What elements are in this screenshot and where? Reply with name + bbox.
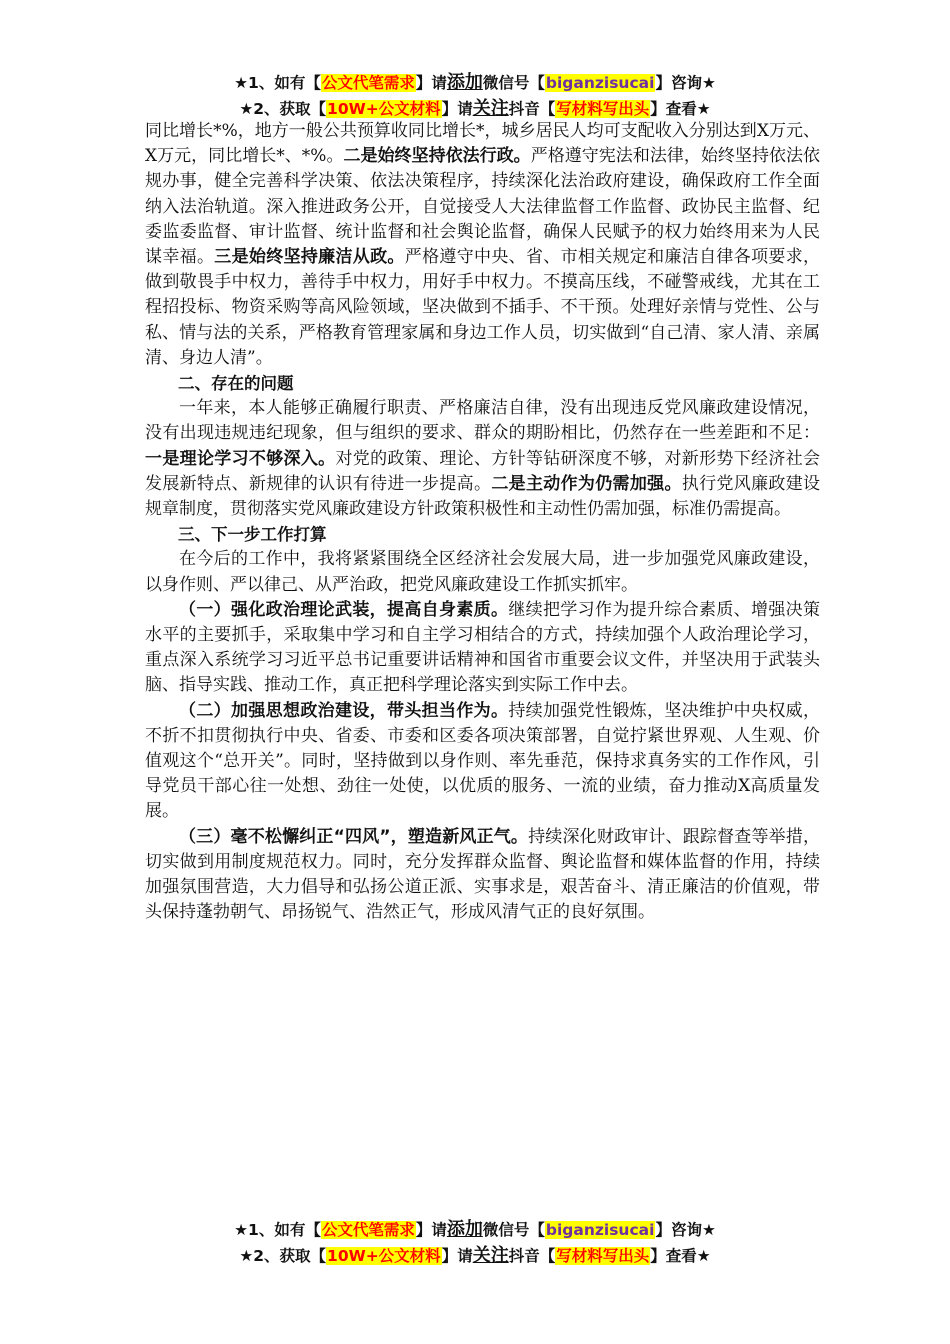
bold-lead: 一是理论学习不够深入。 xyxy=(145,448,336,469)
banner-highlight: 10W+公文材料 xyxy=(327,100,441,118)
document-body xyxy=(145,119,820,926)
banner-text: 抖音【 xyxy=(508,100,556,118)
banner-line-1 xyxy=(0,1217,950,1243)
banner-text: ★2、获取【 xyxy=(239,1247,327,1265)
banner-text: 】咨询★ xyxy=(655,74,716,92)
banner-text: 微信号【 xyxy=(482,74,545,92)
wechat-id: biganzisucai xyxy=(545,74,655,92)
banner-highlight: 10W+公文材料 xyxy=(327,1247,441,1265)
text-run: 持续加强党性锻炼，坚决维护中央权威，不折不扣贯彻执行中央、省委、市委和区委各项决策部署，自觉拧紧世界观、人生观、价值观这个“总开关”。同时，坚持做到以身作则、率先垂范，保持求真务实的工作作风，引导党员干部心往一处想、劲往一处使，以优质的服务、一流的业绩，奋力推动X高质量发展。 xyxy=(145,700,821,822)
text-run: 严格遵守宪法和法律，始终坚持依法依规办事，健全完善科学决策、依法决策程序，持续深化法治政府建设，确保政府工作全面纳入法治轨道。深入推进政务公开，自觉接受人大法律监督工作监督、政协民主监督、纪委监委监督、审计监督、统计监督和社会舆论监督，确保人民赋予的权力始终用来为人民谋幸福。 xyxy=(145,146,821,268)
banner-text: 抖音【 xyxy=(508,1247,556,1265)
douyin-id: 写材料写出头 xyxy=(556,1247,650,1265)
bold-lead: 二是主动作为仍需加强。 xyxy=(491,473,682,494)
text-run: 继续把学习作为提升综合素质、增强决策水平的主要抓手，采取集中学习和自主学习相结合的方式，持续加强个人政治理论学习，重点深入系统学习习近平总书记重要讲话精神和国省市重要会议文件，并坚决用于武装头脑、指导实践、推动工作，真正把科学理论落实到实际工作中去。 xyxy=(145,599,821,696)
banner-text: 】请 xyxy=(415,1221,447,1239)
banner-underline: 添加 xyxy=(446,1219,483,1240)
text-run: 对党的政策、理论、方针等钻研深度不够，对新形势下经济社会发展新特点、新规律的认识有待进一步提高。 xyxy=(145,448,821,494)
text-run: 执行党风廉政建设规章制度，贯彻落实党风廉政建设方针政策积极性和主动性仍需加强，标准仍需提高。 xyxy=(145,473,821,520)
banner-underline: 添加 xyxy=(446,72,483,93)
paragraph-plan-2 xyxy=(145,699,820,825)
banner-highlight: 公文代笔需求 xyxy=(321,74,415,92)
banner-text: 】请 xyxy=(441,1247,473,1265)
banner-underline: 关注 xyxy=(472,98,509,119)
banner-text: ★1、如有【 xyxy=(234,1221,321,1239)
text-run: 严格遵守中央、省、市相关规定和廉洁自律各项要求，做到敬畏手中权力，善待手中权力，用好手中权力。不摸高压线，不碰警戒线，尤其在工程招投标、物资采购等高风险领域，坚决做到不插手、不干预。处理好亲情与党性、公与私、情与法的关系，严格教育管理家属和身边工作人员，切实做到“自己清、家人清、亲属清、身边人清”。 xyxy=(145,247,821,368)
banner-text: ★2、获取【 xyxy=(239,100,327,118)
banner-text: 】请 xyxy=(415,74,447,92)
paragraph-continued xyxy=(145,119,820,371)
banner-text: 】查看★ xyxy=(650,1247,711,1265)
text-run: 一年来，本人能够正确履行职责、严格廉洁自律，没有出现违反党风廉政建设情况，没有出现违规违纪现象，但与组织的要求、群众的期盼相比，仍然存在一些差距和不足： xyxy=(145,398,820,444)
bottom-banner xyxy=(0,1217,950,1269)
banner-text: 】请 xyxy=(441,100,473,118)
bold-lead: （一）强化政治理论武装，提高自身素质。 xyxy=(179,599,509,620)
paragraph-plan-3 xyxy=(145,825,820,926)
banner-text: 微信号【 xyxy=(482,1221,545,1239)
banner-highlight: 公文代笔需求 xyxy=(321,1221,415,1239)
banner-text: 】咨询★ xyxy=(655,1221,716,1239)
bold-lead: （三）毫不松懈纠正“四风”，塑造新风正气。 xyxy=(179,826,529,847)
wechat-id: biganzisucai xyxy=(545,1221,655,1239)
top-banner xyxy=(0,70,950,122)
bold-lead: 二是始终坚持依法行政。 xyxy=(343,146,531,167)
banner-text: 】查看★ xyxy=(650,100,711,118)
paragraph-problems xyxy=(145,396,820,522)
bold-lead: （二）加强思想政治建设，带头担当作为。 xyxy=(179,700,509,721)
banner-text: ★1、如有【 xyxy=(234,74,321,92)
paragraph-plan-1 xyxy=(145,598,820,699)
text-run: 同比增长*%，地方一般公共预算收同比增长*，城乡居民人均可支配收入分别达到X万元、X万元，同比增长*、*%。 xyxy=(145,121,820,167)
bold-lead: 三是始终坚持廉洁从政。 xyxy=(214,247,405,268)
banner-underline: 关注 xyxy=(472,1245,509,1266)
text-run: 持续深化财政审计、跟踪督查等举措，切实做到用制度规范权力。同时，充分发挥群众监督、舆论监督和媒体监督的作用，持续加强氛围营造，大力倡导和弘扬公道正派、实事求是，艰苦奋斗、清正廉洁的价值观，带头保持蓬勃朝气、昂扬锐气、浩然正气，形成风清气正的良好氛围。 xyxy=(145,826,820,923)
banner-line-2 xyxy=(0,1243,950,1269)
banner-line-1 xyxy=(0,70,950,96)
section-heading-3: 三、下一步工作打算 xyxy=(178,525,327,545)
paragraph-plan-intro: 在今后的工作中，我将紧紧围绕全区经济社会发展大局，进一步加强党风廉政建设，以身作则、严以律己、从严治政，把党风廉政建设工作抓实抓牢。 xyxy=(145,549,820,595)
douyin-id: 写材料写出头 xyxy=(556,100,650,118)
section-heading-2: 二、存在的问题 xyxy=(178,374,294,394)
